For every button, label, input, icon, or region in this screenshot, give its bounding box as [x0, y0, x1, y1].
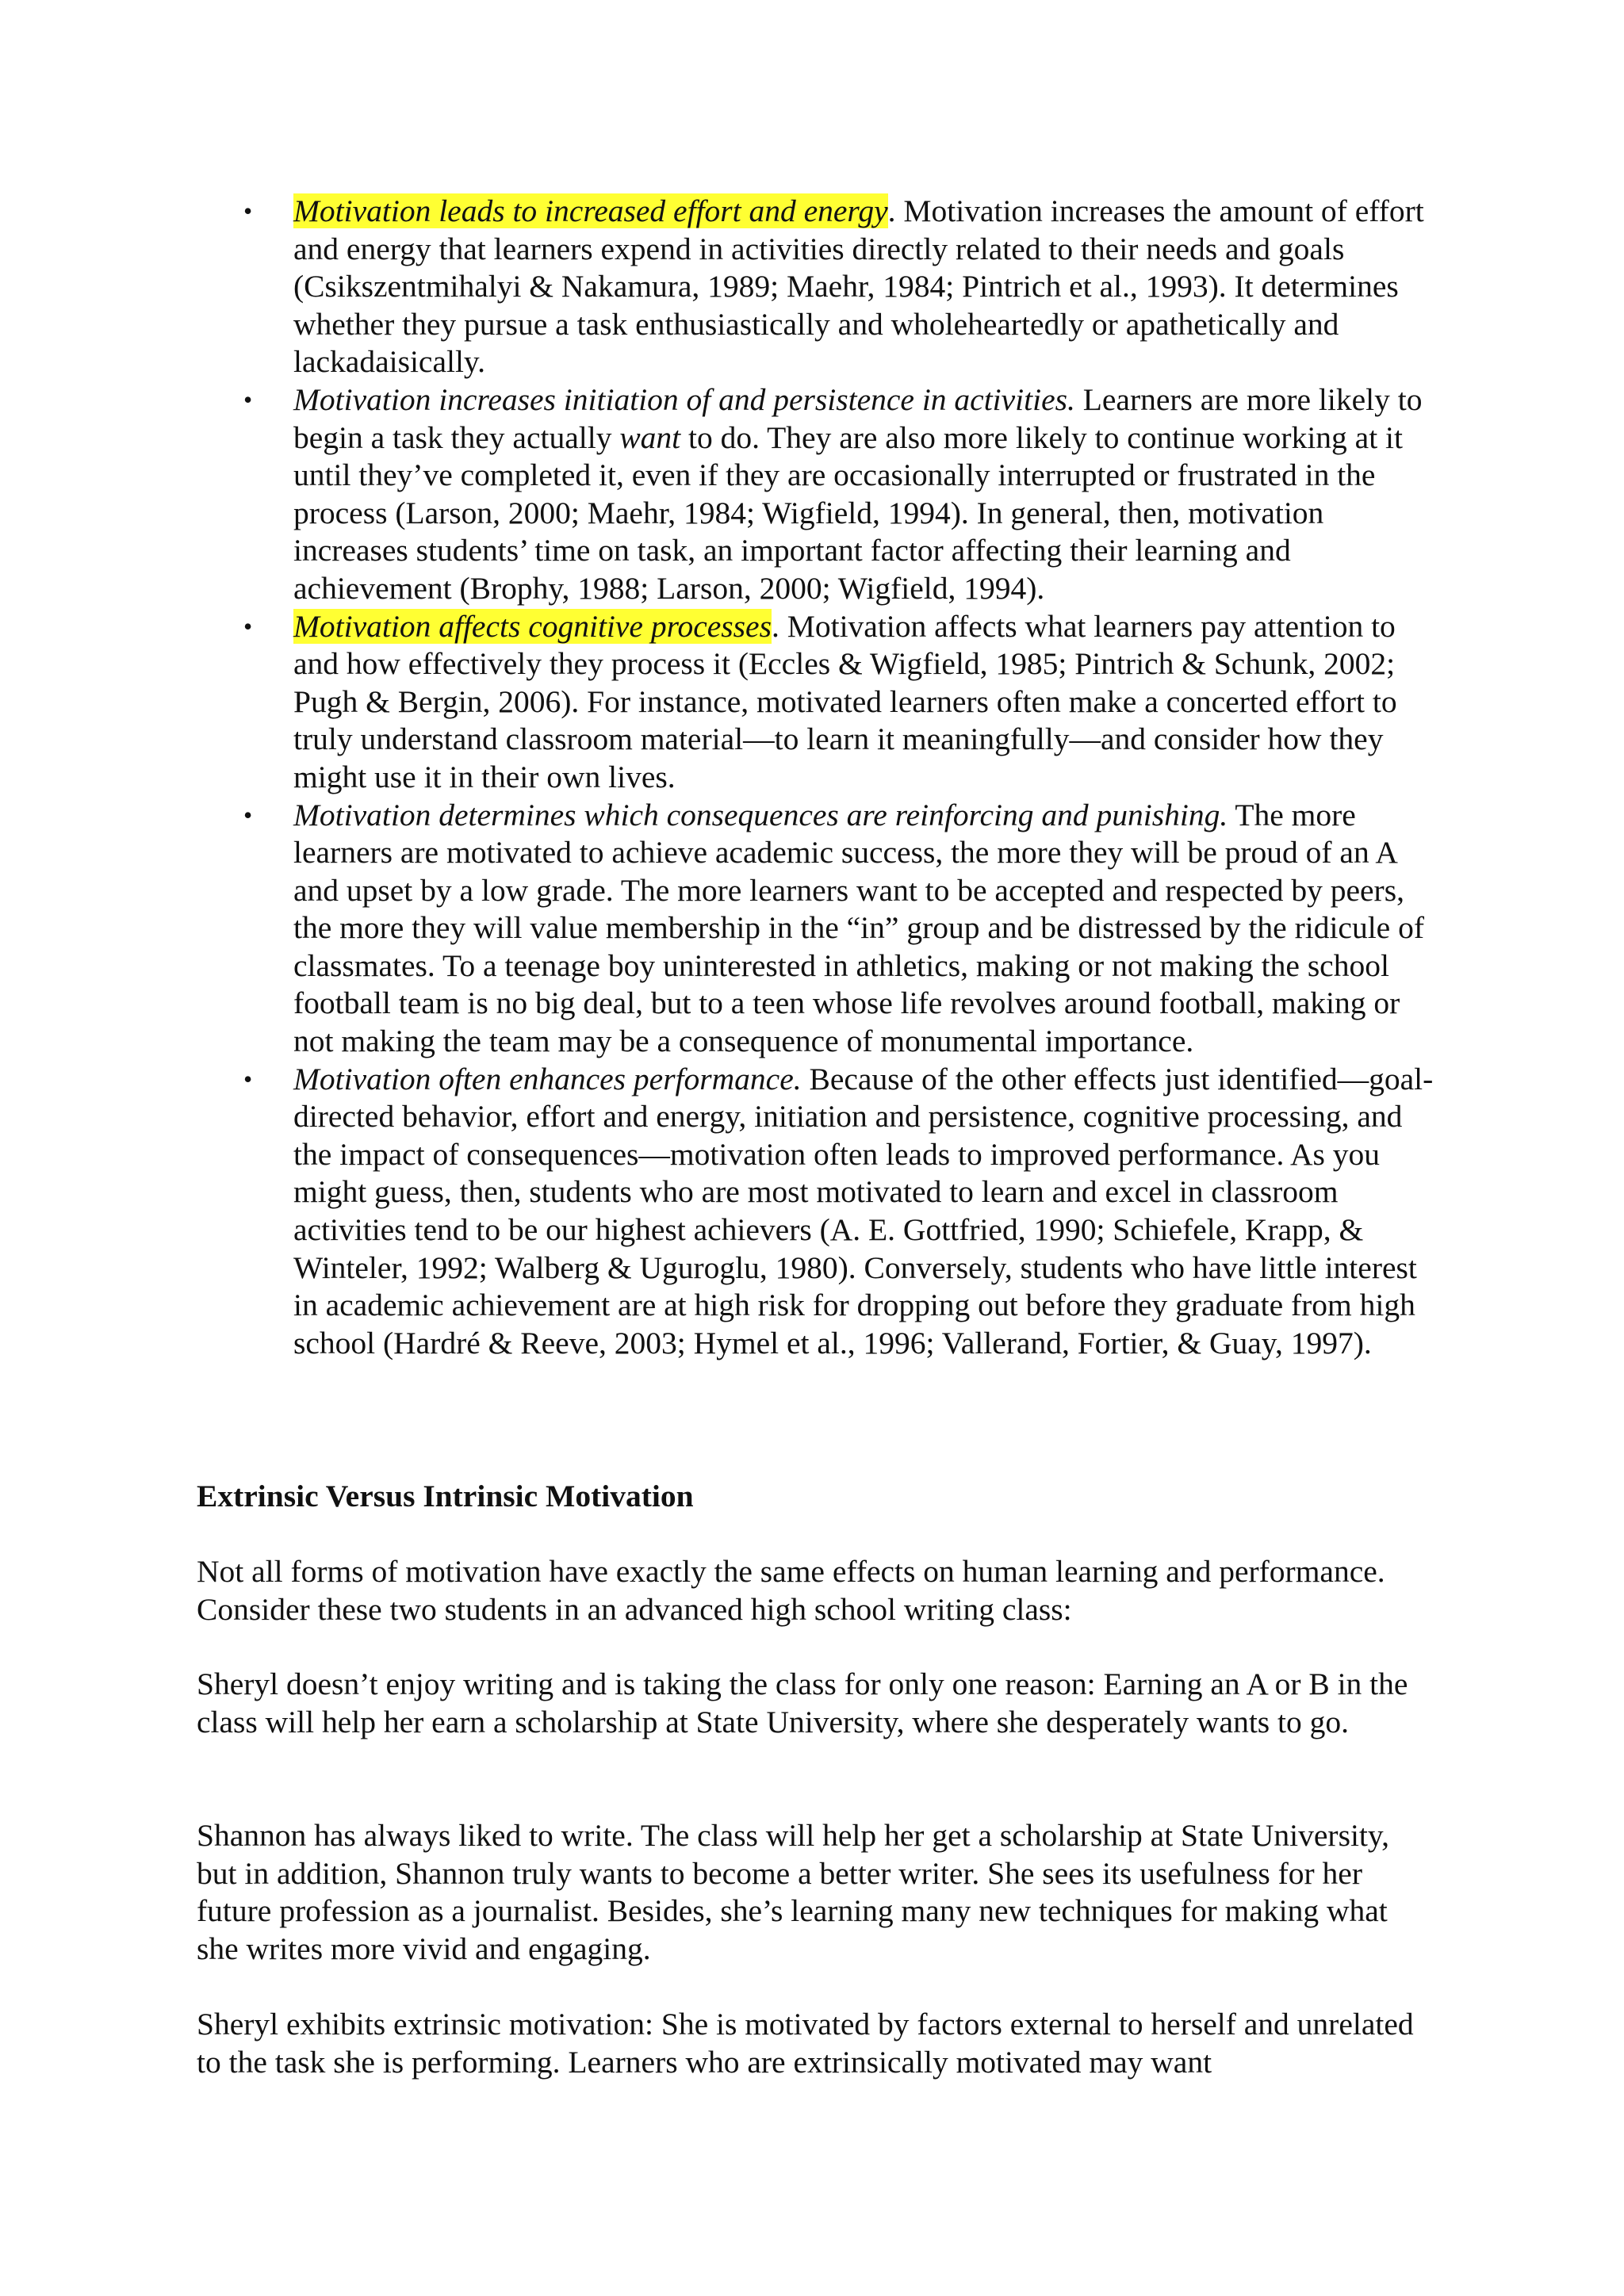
list-item — [243, 381, 1435, 608]
list-item — [243, 797, 1435, 1061]
bullet-icon: • — [243, 611, 253, 641]
paragraph: Shannon has always liked to write. The class will help her get a scholarship at State University, but in addition, Shannon truly wants to become a better writer. She sees its usefulness for her future profession as a journalist. Besides, she’s learning many new techniques for making what she writes more vivid and engaging. — [197, 1818, 1389, 1966]
bullet-icon: • — [243, 1064, 253, 1093]
list-item-text: Motivation affects what learners pay attention to and how effectively they process it (Eccles & Wigfield, 1985; Pintrich & Schunk, 2002; Pugh & Bergin, 2006). For instance, motivated learners often make a concerted effort to truly understand classroom material—to learn it meaningfully—and consider how they might use it in their own lives. — [293, 608, 1397, 794]
list-item — [243, 608, 1435, 797]
list-item — [243, 1061, 1435, 1363]
list-item-text: The more learners are motivated to achieve academic success, the more they will be proud of an A and upset by a low grade. The more learners want to be accepted and respected by peers, the more they will value membership in the “in” group and be distressed by the ridicule of classmates. To a teenage boy uninterested in athletics, making or not making the school football team is no big deal, but to a teen whose life revolves around football, making or not making the team may be a consequence of monumental importance. — [293, 797, 1424, 1059]
list-item-text: Learners are more likely to begin a task they actually — [293, 381, 1423, 455]
item-lead: Motivation increases initiation of and persistence in activities. — [293, 381, 1075, 417]
bullet-icon: • — [243, 197, 253, 225]
emphasis: want — [619, 419, 681, 455]
bullet-icon: • — [243, 800, 253, 829]
paragraph: Sheryl exhibits extrinsic motivation: She is motivated by factors external to herself and unrelated to the task she is performing. Learners who are extrinsically motivated may want — [197, 2007, 1414, 2080]
paragraph: Sheryl doesn’t enjoy writing and is taking the class for only one reason: Earning an A or B in the class will help her earn a scholarship at State University, where she desperately wants to go. — [197, 1667, 1408, 1739]
list-item — [243, 193, 1435, 381]
bullet-icon: • — [243, 385, 253, 414]
item-lead: Motivation often enhances performance. — [293, 1061, 802, 1096]
item-lead: Motivation determines which consequences are reinforcing and punishing. — [293, 797, 1228, 832]
bullet-list — [243, 193, 1435, 1362]
highlighted-lead: Motivation leads to increased effort and energy — [293, 193, 888, 228]
lead-punct: . — [771, 608, 779, 644]
section-heading: Extrinsic Versus Intrinsic Motivation — [197, 1479, 694, 1513]
list-item-text: Motivation increases the amount of effort and energy that learners expend in activities directly related to their needs and goals (Csikszentmihalyi & Nakamura, 1989; Maehr, 1984; Pintrich et al., 1993). It determines whether they pursue a task enthusiastically and wholeheartedly or apathetically and lackadaisically. — [293, 193, 1424, 380]
highlighted-lead: Motivation affects cognitive processes — [293, 608, 772, 644]
paragraph: Not all forms of motivation have exactly the same effects on human learning and performance. Consider these two students in an advanced high school writing class: — [197, 1554, 1385, 1627]
list-item-text: to do. They are also more likely to continue working at it until they’ve completed it, even if they are occasionally interrupted or frustrated in the process (Larson, 2000; Maehr, 1984; Wigfield, 1994). In general, then, motivation increases students’ time on task, an important factor affecting their learning and achievement (Brophy, 1988; Larson, 2000; Wigfield, 1994). — [293, 419, 1404, 606]
lead-punct: . — [887, 193, 896, 228]
list-item-text: Because of the other effects just identified—goal-directed behavior, effort and energy, initiation and persistence, cognitive processing, and the impact of consequences—motivation often leads to improved performance. As you might guess, then, students who are most motivated to learn and excel in classroom activities tend to be our highest achievers (A. E. Gottfried, 1990; Schiefele, Krapp, & Winteler, 1992; Walberg & Uguroglu, 1980). Conversely, students who have little interest in academic achievement are at high risk for dropping out before they graduate from high school (Hardré & Reeve, 2003; Hymel et al., 1996; Vallerand, Fortier, & Guay, 1997). — [293, 1061, 1434, 1360]
